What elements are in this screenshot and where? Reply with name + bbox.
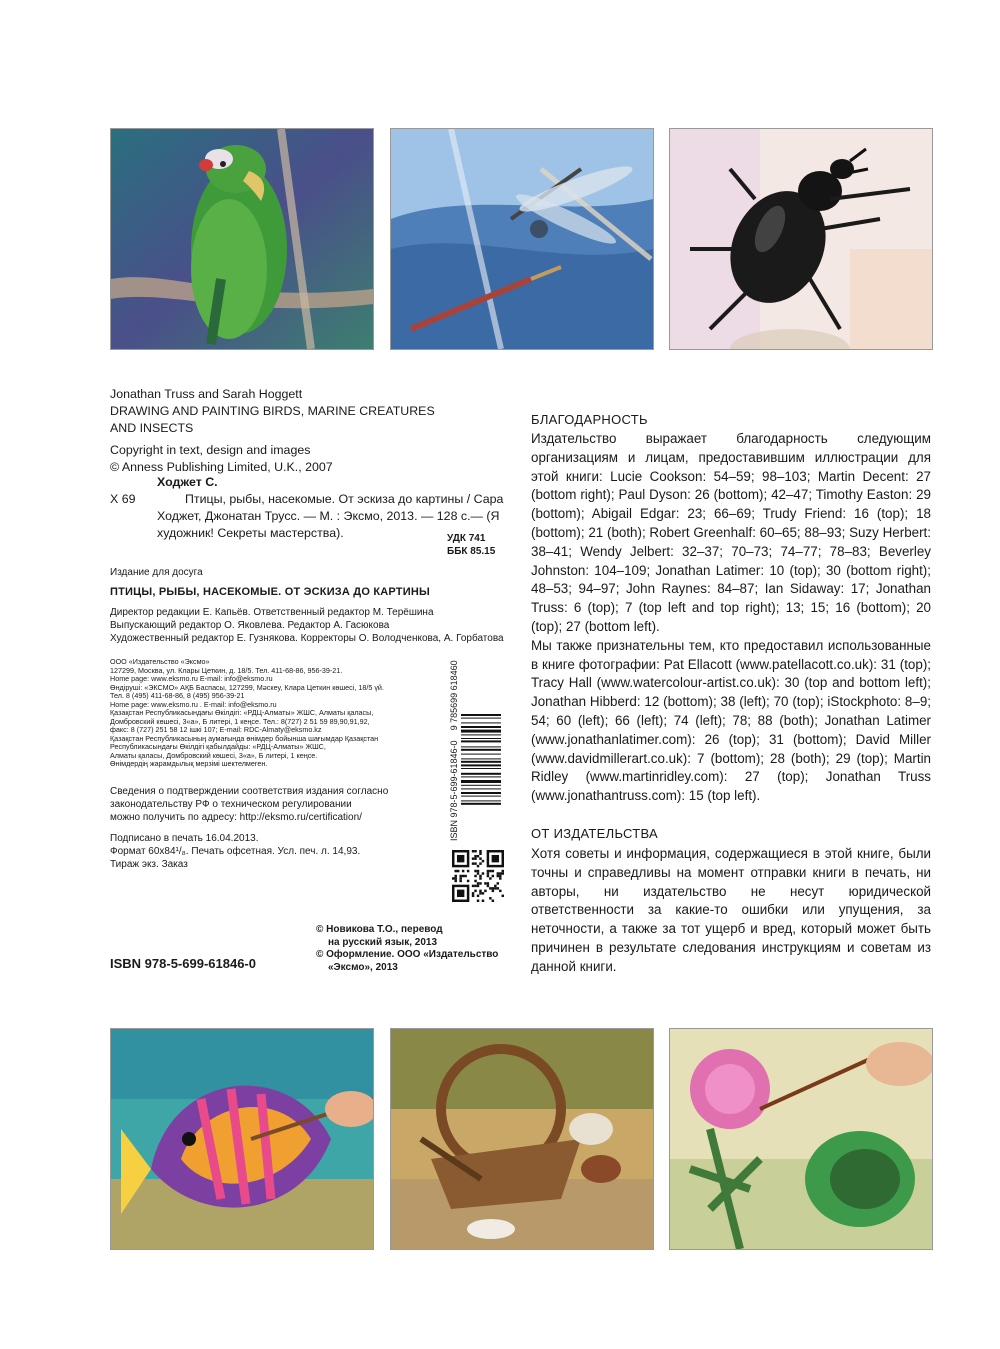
publisher-line: 127299, Москва, ул. Клары Цеткин, д. 18/5. Тел. 411-68-86, 956-39-21.	[110, 665, 343, 675]
publisher-line: ООО «Издательство «Эксмо»	[110, 657, 210, 666]
thanks-paragraph: Издательство выражает благодарность следующим организациям и лицам, предоставившим иллюстрации для этой книги: Lucie Cookson: 54–59; 98–103; Martin Decent: 27 (bottom right); Paul Dyson: 26 (bottom); 42–47; Timothy Easton: 29 (bottom); Abigail Edgar: 23; 66–69; Trudy Friend: 16 (top); 18 (bottom); 21 (both); Robert Greenhalf: 60–65; 88–93; Suzy Herbert: 38–41; Wendy Jelbert: 32–37; 70–73; 74–77; 78–83; Beverley Johnston: 104–109; Jonathan Latimer: 10 (top); 30 (bottom right); 48–53; 94–97; John Raynes: 84–87; Ian Sidaway: 17; Jonathan Truss: 6 (top); 7 (top left and top right); 13; 15; 16 (bottom); 20 (top); 27 (bottom left).	[531, 431, 931, 634]
beetle-painting	[669, 128, 933, 350]
bbk-code: ББК 85.15	[447, 546, 496, 557]
publisher-line: Домбровский көшесі, 3«а», Б литері, 1 кеңсе. Тел.: 8(727) 2 51 59 89,90,91,92,	[110, 716, 370, 726]
isbn: ISBN 978-5-699-61846-0	[110, 956, 256, 971]
editor-line: Художественный редактор Е. Гузнякова. Корректоры О. Володченкова, А. Горбатова	[110, 633, 504, 644]
classification-codes	[447, 532, 495, 558]
publisher-line: Қазақстан Республикасының аумағында өнімдер бойынша шағымдар Қазақстан	[110, 733, 379, 743]
print-line: Формат 60х84¹/₈. Печать офсетная. Усл. печ. л. 14,93.	[110, 846, 361, 857]
publisher-info	[110, 658, 430, 769]
print-line: Тираж экз. Заказ	[110, 859, 188, 870]
thanks-heading: БЛАГОДАРНОСТЬ	[531, 412, 648, 427]
copyright-line: на русский язык, 2013	[328, 936, 438, 948]
publisher-line: факс: 8 (727) 251 58 12 ішкі 107; E-mail: RDC-Almaty@eksmo.kz	[110, 725, 322, 734]
barcode-isbn: ISBN 978-5-699-61846-0	[449, 740, 459, 841]
record-description: Птицы, рыбы, насекомые. От эскиза до картины / Сара Ходжет, Джонатан Трусс. — М. : Эксмо, 2013. — 128 с.— (Я художник! Секреты мастерства).	[157, 492, 504, 540]
barcode-digits: 9 785699 618460	[449, 660, 459, 731]
editor-line: Выпускающий редактор О. Яковлева. Редактор А. Гасюкова	[110, 620, 390, 631]
publisher-line: Өндіруші: «ЭКСМО» АҚБ Баспасы, 127299, Мәскеу, Клара Цеткин көшесі, 18/5 үй.	[110, 682, 384, 692]
print-info	[110, 832, 440, 871]
publisher-note-heading: ОТ ИЗДАТЕЛЬСТВА	[531, 826, 659, 841]
bibliographic-code: Х 69	[110, 492, 136, 506]
parrot-painting	[110, 128, 374, 350]
edition-type: Издание для досуга	[110, 567, 203, 578]
original-edition-info	[110, 386, 450, 476]
publisher-line: Қазақстан Республикасындағы Өкілдігі: «РДЦ-Алматы» ЖШС, Алматы қаласы,	[110, 708, 374, 717]
editorial-credits	[110, 606, 510, 645]
original-authors: Jonathan Truss and Sarah Hoggett	[110, 387, 303, 401]
publisher-note-text: Хотя советы и информация, содержащиеся в этой книге, были точны и справедливы на момент отправки книги в печать, ни авторы, ни издательство не несут юридической ответственности за какие-то ошибки или упущения, за неточности, а также за тот ущерб и вред, который может быть причинен в результате следования инструкциям и советам из данной книги.	[531, 846, 931, 974]
publisher-line: Home page: www.eksmo.ru E-mail: info@eksmo.ru	[110, 674, 273, 683]
editor-line: Директор редакции Е. Капьёв. Ответственный редактор М. Терёшина	[110, 607, 434, 618]
certification-info	[110, 785, 440, 824]
thistle-beetle-painting	[669, 1028, 933, 1250]
original-copyright-line1: Copyright in text, design and images	[110, 443, 311, 457]
publisher-line: Өнімдердің жарамдылық мерзімі шектелмеген.	[110, 759, 268, 768]
publisher-line: Республикасындағы Өкілдігі қабылдайды: «РДЦ-Алматы» ЖШС,	[110, 742, 326, 751]
wheelbarrow-hens-painting	[390, 1028, 654, 1250]
original-title-line1: DRAWING AND PAINTING BIRDS, MARINE CREATURES	[110, 404, 435, 418]
publisher-line: Тел. 8 (495) 411-68-86, 8 (495) 956-39-21	[110, 691, 245, 700]
publisher-line: Алматы қаласы, Домбровский көшесі, 3«а», Б литері, 1 кеңсе.	[110, 750, 318, 760]
copyright-line: «Эксмо», 2013	[328, 961, 398, 973]
barcode-isbn-text	[449, 660, 459, 841]
qr-code	[452, 850, 504, 902]
tropical-fish-painting	[110, 1028, 374, 1250]
original-title-line2: AND INSECTS	[110, 421, 194, 435]
record-author: Ходжет С.	[157, 475, 218, 489]
certification-line: можно получить по адресу: http://eksmo.ru/certification/	[110, 812, 362, 823]
publisher-line: Home page: www.eksmo.ru . E-mail: info@eksmo.ru	[110, 699, 277, 709]
russian-title: ПТИЦЫ, РЫБЫ, НАСЕКОМЫЕ. ОТ ЭСКИЗА ДО КАРТИНЫ	[110, 586, 430, 598]
udk-code: УДК 741	[447, 533, 486, 544]
certification-line: законодательству РФ о техническом регулировании	[110, 799, 352, 810]
copyright-line: © Новикова Т.О., перевод	[316, 924, 443, 935]
certification-line: Сведения о подтверждении соответствия издания согласно	[110, 786, 389, 797]
translation-copyright	[316, 924, 498, 974]
print-line: Подписано в печать 16.04.2013.	[110, 833, 259, 844]
original-copyright-line2: © Anness Publishing Limited, U.K., 2007	[110, 460, 333, 474]
thanks-text	[531, 430, 931, 806]
dragonfly-painting	[390, 128, 654, 350]
qr-code-pattern	[452, 850, 504, 902]
thanks-paragraph: Мы также признательны тем, кто предоставил использованные в книге фотографии: Pat Ellacott (www.patellacott.co.uk): 31 (top); Tracy Hall (www.watercolour-artist.co.uk): 30 (top and bottom left); Jonathan Hibberd: 12 (bottom); 38 (left); 70 (top); iStockphoto: 8–9; 54; 60 (left); 66 (left); 74 (left); 78; 88 (both); Jonathan Latimer (www.jonathanlatimer.com): 26 (top); 31 (bottom); David Miller (www.davidmillerart.co.uk): 7 (bottom); 28 (both); 29 (top); Martin Ridley (www.martinridley.com): 27 (top); Jonathan Truss (www.jonathantruss.com): 15 (top left).	[531, 637, 931, 804]
copyright-line: © Оформление. ООО «Издательство	[316, 949, 499, 960]
